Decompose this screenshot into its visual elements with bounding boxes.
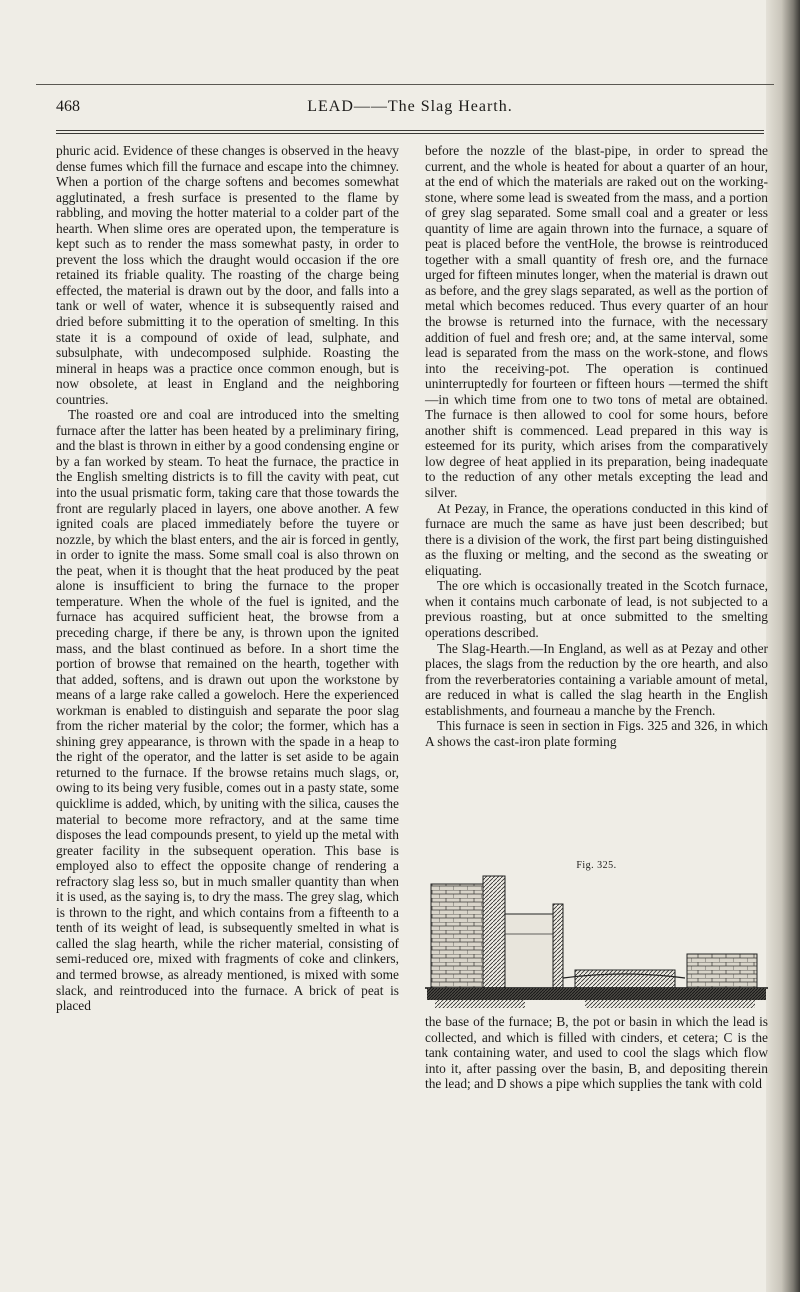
page-number: 468: [56, 98, 80, 115]
paragraph: the base of the furnace; B, the pot or basin in which the lead is collected, and which is filled with cinders, et cetera; C is the tank containing water, and used to cool the slags which flow into it, after passing over the basin, B, and depositing therein the lead; and D shows a pipe which supplies the tank with cold: [425, 1014, 768, 1092]
furnace-section-engraving: [425, 874, 768, 1012]
header-rule-thin: [56, 133, 764, 134]
paragraph: The roasted ore and coal are introduced into the smelting furnace after the latter has been heated by a preliminary firing, and the blast is thrown in either by a good condensing engine or by a fan worked by steam. To heat the furnace, the practice in the English smelting districts is to fill the cavity with peat, cut into the usual prismatic form, taking care that those towards the front are regularly placed in layers, one above another. A few ignited coals are placed immediately before the tuyere or nozzle, by which the blast enters, and the air is forced in gently, in order to ignite the mass. Some small coal is also thrown on the peat, when it is thought that the heat produced by the peat alone is insufficient to bring the furnace to the proper temperature. When the whole of the fuel is ignited, and the furnace has acquired sufficient heat, the browse from a preceding charge, if there be any, is thrown upon the ignited mass, and the blast continued as before. In a short time the portion of browse that remained on the hearth, together with that added, softens, and is drawn out upon the workstone by means of a large rake called a goweloch. Here the experienced workman is enabled to distinguish and separate the poor slag from the richer material by the color; the former, which has a shining grey appearance, is thrown with the spade in a heap to the right of the operator, and the latter is set aside to be again returned to the furnace. If the browse retains much slags, or, owing to its being very fusible, comes out in a pasty state, some quicklime is added, which, by uniting with the silica, causes the material to become more refractory, and at the same time disposes the lead compounds present, to yield up the metal with greater facility in the subsequent operation. This base is employed also to effect the opposite change of rendering a refractory slag less so, but in much smaller quantity than when it is used, as the saying is, to dry the mass. The grey slag, which is thrown to the right, and which contains from a fifteenth to a tenth of its weight of lead, is subsequently smelted in what is called the slag hearth, while the richer material, consisting of semi-reduced ore, mixed with fragments of coke and clinkers, and termed browse, as already mentioned, is mixed with some slack, and reintroduced into the furnace. A brick of peat is placed: [56, 407, 399, 1014]
paragraph: This furnace is seen in section in Figs. 325 and 326, in which A shows the cast-iron plate forming: [425, 718, 768, 749]
page-header: [56, 98, 764, 128]
paragraph: before the nozzle of the blast-pipe, in order to spread the current, and the whole is heated for about a quarter of an hour, at the end of which the materials are raked out on the working-stone, where some lead is sweated from the mass, and a portion of grey slag separated. Some small coal and a greater or less quantity of lime are again thrown into the furnace, a square of peat is placed before the ventHole, the browse is reintroduced together with a small quantity of fresh ore, and the furnace urged for fifteen minutes longer, when the material is drawn out as before, and the grey slags separated, as well as the portion of metal which becomes reduced. Thus every quarter of an hour the browse is returned into the furnace, with the necessary addition of fuel and fresh ore; and, at the same interval, some lead is separated from the mass on the work-stone, and flows into the receiving-pot. The operation is continued uninterruptedly for fourteen or fifteen hours —termed the shift—in which time from one to two tons of metal are obtained. The furnace is then allowed to cool for some hours, before another shift is commenced. Lead prepared in this way is esteemed for its purity, which arises from the comparatively low degree of heat applied in its preparation, being inadequate to the reduction of any other metals excepting the lead and silver.: [425, 143, 768, 501]
paragraph: phuric acid. Evidence of these changes is observed in the heavy dense fumes which fill the furnace and escape into the chimney. When a portion of the charge softens and becomes somewhat agglutinated, a fresh surface is presented to the flame by rabbling, and moving the hotter material to a colder part of the hearth. When slime ores are operated upon, the temperature is kept such as to render the mass somewhat pasty, in order to prevent the loss which the draught would occasion if the ore retained its friable quality. The roasting of the charge being effected, the material is drawn out by the door, and falls into a tank or well of water, whence it is subsequently raised and dried before submitting it to the operation of smelting. In this state it is a compound of oxide of lead, sulphate, and subsulphate, with undecomposed sulphide. Roasting the mineral in heaps was a practice once common enough, but is now obsolete, at least in England and the neighboring countries.: [56, 143, 399, 407]
running-head: LEAD——The Slag Hearth.: [307, 98, 513, 115]
paragraph: The ore which is occasionally treated in the Scotch furnace, when it contains much carbonate of lead, is not subjected to a previous roasting, but at once submitted to the smelting operations described.: [425, 578, 768, 640]
figure-caption: Fig. 325.: [576, 860, 617, 871]
paragraph: At Pezay, in France, the operations conducted in this kind of furnace are much the same as have just been described; but there is a division of the work, the first part being distinguished as the fluxing or melting, and the second as the sweating or eliquating.: [425, 500, 768, 578]
right-column-continued: [425, 1014, 768, 1092]
header-rule: [56, 130, 764, 131]
paragraph: The Slag-Hearth.—In England, as well as at Pezay and other places, the slags from the reduction by the ore hearth, and also from the reverberatories containing a variable amount of metal, are reduced in what is called the slag hearth in the English establishments, and fourneau a manche by the French.: [425, 640, 768, 718]
figure-325: [425, 860, 768, 1012]
right-column: [425, 143, 768, 749]
left-column: [56, 143, 399, 1014]
